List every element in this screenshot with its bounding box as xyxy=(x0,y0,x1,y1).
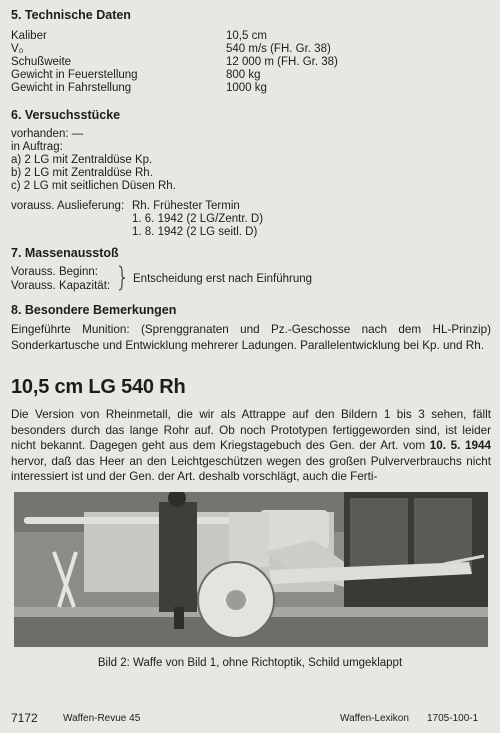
spec-value: 12 000 m (FH. Gr. 38) xyxy=(226,56,338,68)
section-heading-besondere-bemerkungen: 8. Besondere Bemerkungen xyxy=(11,303,177,317)
brace-icon xyxy=(118,265,126,291)
page-number: 7172 xyxy=(11,711,38,725)
weapon-photo xyxy=(14,492,488,647)
body-line: in Auftrag: xyxy=(11,141,63,153)
spec-row xyxy=(11,68,491,82)
article-title: 10,5 cm LG 540 Rh xyxy=(11,376,186,398)
article-text: Die Version von Rheinmetall, die wir als Attrappe auf den Bildern 1 bis 3 sehen, fällt besonders durch das lange Rohr auf. Ob noch Prototypen fertiggeworden sind, ist leider nicht bekannt. Dagegen geht aus dem Kriegstagebuch des Gen. der Art. vom xyxy=(11,408,491,453)
footer-lexikon: Waffen-Lexikon xyxy=(340,713,409,724)
body-line: vorhanden: — xyxy=(11,128,84,140)
spec-value: 800 kg xyxy=(226,69,261,81)
section-heading-massenausstoss: 7. Massenausstoß xyxy=(11,246,119,260)
spec-label: Kaliber xyxy=(11,30,47,42)
spec-value: 1000 kg xyxy=(226,82,267,94)
spec-label: Gewicht in Feuerstellung xyxy=(11,69,138,81)
figure-caption: Bild 2: Waffe von Bild 1, ohne Richtoptik, Schild umgeklappt xyxy=(97,657,403,669)
howitzer-image xyxy=(14,492,488,647)
body-line: Entscheidung erst nach Einführung xyxy=(133,273,313,285)
body-line: Vorauss. Beginn: xyxy=(11,266,98,278)
spec-row xyxy=(11,81,491,95)
article-paragraph xyxy=(11,407,491,485)
spec-label: Gewicht in Fahrstellung xyxy=(11,82,132,94)
spec-row xyxy=(11,42,491,56)
body-line: Vorauss. Kapazität: xyxy=(11,280,111,292)
spec-label: V₀ xyxy=(11,43,24,55)
spec-row xyxy=(11,55,491,69)
spec-label: Schußweite xyxy=(11,56,72,68)
article-text: hervor, daß das Heer an den Leichtgeschützen wegen des großen Pulververbrauchs nicht interessiert ist und der Gen. der Art. deshalb vorschlägt, auch die Ferti- xyxy=(11,454,491,484)
delivery-line: 1. 6. 1942 (2 LG/Zentr. D) xyxy=(132,213,264,225)
section-heading-versuchsstuecke: 6. Versuchsstücke xyxy=(11,108,121,122)
delivery-line: Rh. Frühester Termin xyxy=(132,200,240,212)
delivery-line: 1. 8. 1942 (2 LG seitl. D) xyxy=(132,226,258,238)
body-paragraph: Eingeführte Munition: (Sprenggranaten und Pz.-Geschosse nach dem HL-Prinzip) Sonderkartusche und Entwicklung mehrerer Ladungen. Parallelentwicklung bei Kp. und Rh. xyxy=(11,323,491,352)
delivery-label: vorauss. Auslieferung: xyxy=(11,200,125,212)
body-line: b) 2 LG mit Zentraldüse Rh. xyxy=(11,167,153,179)
body-line: a) 2 LG mit Zentraldüse Kp. xyxy=(11,154,153,166)
section-heading-technische-daten: 5. Technische Daten xyxy=(11,8,131,22)
footer-series: Waffen-Revue 45 xyxy=(63,713,141,724)
spec-value: 540 m/s (FH. Gr. 38) xyxy=(226,43,331,55)
spec-value: 10,5 cm xyxy=(226,30,267,42)
spec-row xyxy=(11,29,491,43)
article-date: 10. 5. 1944 xyxy=(429,439,492,453)
footer-code: 1705-100-1 xyxy=(427,713,479,724)
body-line: c) 2 LG mit seitlichen Düsen Rh. xyxy=(11,180,176,192)
